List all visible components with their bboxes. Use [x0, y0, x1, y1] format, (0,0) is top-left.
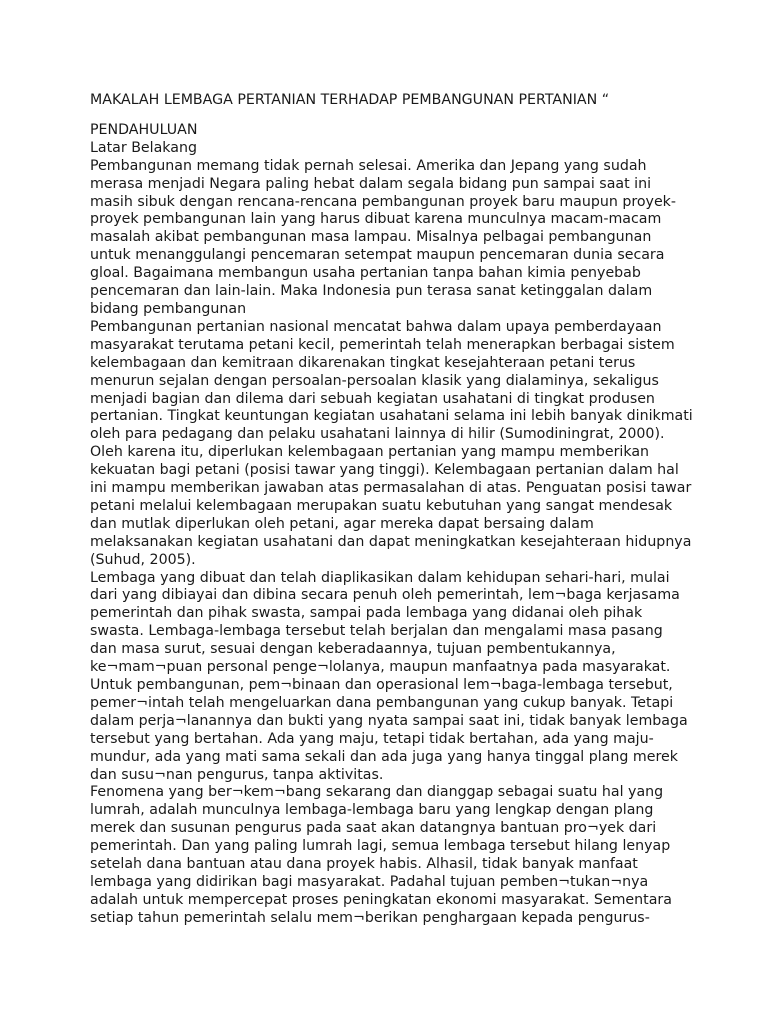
paragraph-line: tersebut yang bertahan. Ada yang maju, tetapi tidak bertahan, ada yang maju- — [90, 730, 654, 747]
paragraph-line: pemerintah dan pihak swasta, sampai pada lembaga yang didanai oleh pihak — [90, 605, 643, 622]
paragraph-line: lumrah, adalah munculnya lembaga-lembaga baru yang lengkap dengan plang — [90, 802, 654, 819]
paragraph-line: Pembangunan pertanian nasional mencatat bahwa dalam upaya pemberdayaan — [90, 318, 662, 335]
paragraph-line: Fenomena yang ber¬kem¬bang sekarang dan dianggap sebagai suatu hal yang — [90, 784, 664, 801]
paragraph-line: dan susu¬nan pengurus, tanpa aktivitas. — [90, 766, 384, 783]
paragraph-line: setiap tahun pemerintah selalu mem¬berikan penghargaan kepada pengurus- — [90, 909, 650, 926]
paragraph-line: dari yang dibiayai dan dibina secara penuh oleh pemerintah, lem¬baga kerjasama — [90, 587, 680, 604]
paragraph-line: Oleh karena itu, diperlukan kelembagaan pertanian yang mampu memberikan — [90, 444, 650, 461]
paragraph-line: lembaga yang didirikan bagi masyarakat. Padahal tujuan pemben¬tukan¬nya — [90, 873, 649, 890]
paragraph-line: untuk menanggulangi pencemaran setempat maupun pencemaran dunia secara — [90, 247, 665, 264]
paragraph-line: ini mampu memberikan jawaban atas permasalahan di atas. Penguatan posisi tawar — [90, 480, 692, 497]
paragraph — [90, 569, 688, 785]
paragraph-line: merek dan susunan pengurus pada saat akan datangnya bantuan pro¬yek dari — [90, 820, 657, 837]
paragraph-line: kekuatan bagi petani (posisi tawar yang tinggi). Kelembagaan pertanian dalam hal — [90, 462, 679, 479]
document-body — [90, 92, 693, 928]
paragraph-line: menurun sejalan dengan persoalan-persoalan klasik yang dialaminya, sekaligus — [90, 372, 659, 389]
paragraph-list — [90, 157, 693, 928]
paragraph-line: pencemaran dan lain-lain. Maka Indonesia pun terasa sanat ketinggalan dalam — [90, 283, 653, 300]
paragraph-line: menjadi bagian dan dilema dari sebuah kegiatan usahatani di tingkat produsen — [90, 390, 655, 407]
paragraph-line: dan mutlak diperlukan oleh petani, agar mereka dapat bersaing dalam — [90, 515, 594, 532]
paragraph-line: mundur, ada yang mati sama sekali dan ada juga yang hanya tinggal plang merek — [90, 748, 678, 765]
paragraph-line: masalah akibat pembangunan masa lampau. Misalnya pelbagai pembangunan — [90, 229, 652, 246]
paragraph-line: ke¬mam¬puan personal penge¬lolanya, maupun manfaatnya pada masyarakat. — [90, 659, 671, 676]
paragraph-line: bidang pembangunan — [90, 300, 247, 317]
paragraph-line: proyek pembangunan lain yang harus dibuat karena munculnya macam-macam — [90, 211, 662, 228]
paragraph — [90, 318, 693, 570]
paragraph-line: pertanian. Tingkat keuntungan kegiatan usahatani selama ini lebih banyak dinikmati — [90, 408, 693, 425]
paragraph-line: swasta. Lembaga-lembaga tersebut telah berjalan dan mengalami masa pasang — [90, 623, 663, 640]
paragraph-line: setelah dana bantuan atau dana proyek habis. Alhasil, tidak banyak manfaat — [90, 856, 638, 873]
paragraph-line: pemer¬intah telah mengeluarkan dana pembangunan yang cukup banyak. Tetapi — [90, 694, 674, 711]
paragraph-line: oleh para pedagang dan pelaku usahatani lainnya di hilir (Sumodiningrat, 2000). — [90, 426, 665, 443]
paragraph-line: (Suhud, 2005). — [90, 551, 196, 568]
section-heading: PENDAHULUAN — [90, 121, 198, 138]
paragraph-line: kelembagaan dan kemitraan dikarenakan tingkat kesejahteraan petani terus — [90, 354, 636, 371]
paragraph-line: Lembaga yang dibuat dan telah diaplikasikan dalam kehidupan sehari-hari, mulai — [90, 569, 670, 586]
paragraph — [90, 784, 680, 927]
paragraph-line: Pembangunan memang tidak pernah selesai. Amerika dan Jepang yang sudah — [90, 157, 647, 174]
document-title: MAKALAH LEMBAGA PERTANIAN TERHADAP PEMBANGUNAN PERTANIAN “ — [90, 92, 610, 108]
paragraph-line: pemerintah. Dan yang paling lumrah lagi, semua lembaga tersebut hilang lenyap — [90, 838, 671, 855]
paragraph-line: masih sibuk dengan rencana-rencana pembangunan proyek baru maupun proyek- — [90, 193, 677, 210]
paragraph-line: adalah untuk mempercepat proses peningkatan ekonomi masyarakat. Sementara — [90, 891, 672, 908]
paragraph-line: dalam perja¬lanannya dan bukti yang nyata sampai saat ini, tidak banyak lembaga — [90, 712, 688, 729]
paragraph-line: dan masa surut, sesuai dengan keberadaannya, tujuan pembentukannya, — [90, 641, 616, 658]
paragraph-line: petani melalui kelembagaan merupakan suatu kebutuhan yang sangat mendesak — [90, 497, 673, 514]
paragraph-line: merasa menjadi Negara paling hebat dalam segala bidang pun sampai saat ini — [90, 175, 652, 192]
paragraph-line: Untuk pembangunan, pem¬binaan dan operasional lem¬baga-lembaga tersebut, — [90, 677, 673, 693]
paragraph-line: melaksanakan kegiatan usahatani dan dapat meningkatkan kesejahteraan hidupnya — [90, 533, 692, 550]
paragraph-line: gloal. Bagaimana membangun usaha pertanian tanpa bahan kimia penyebab — [90, 265, 641, 282]
subsection-heading: Latar Belakang — [90, 139, 197, 156]
paragraph-line: masyarakat terutama petani kecil, pemerintah telah menerapkan berbagai sistem — [90, 336, 675, 353]
paragraph — [90, 158, 680, 319]
